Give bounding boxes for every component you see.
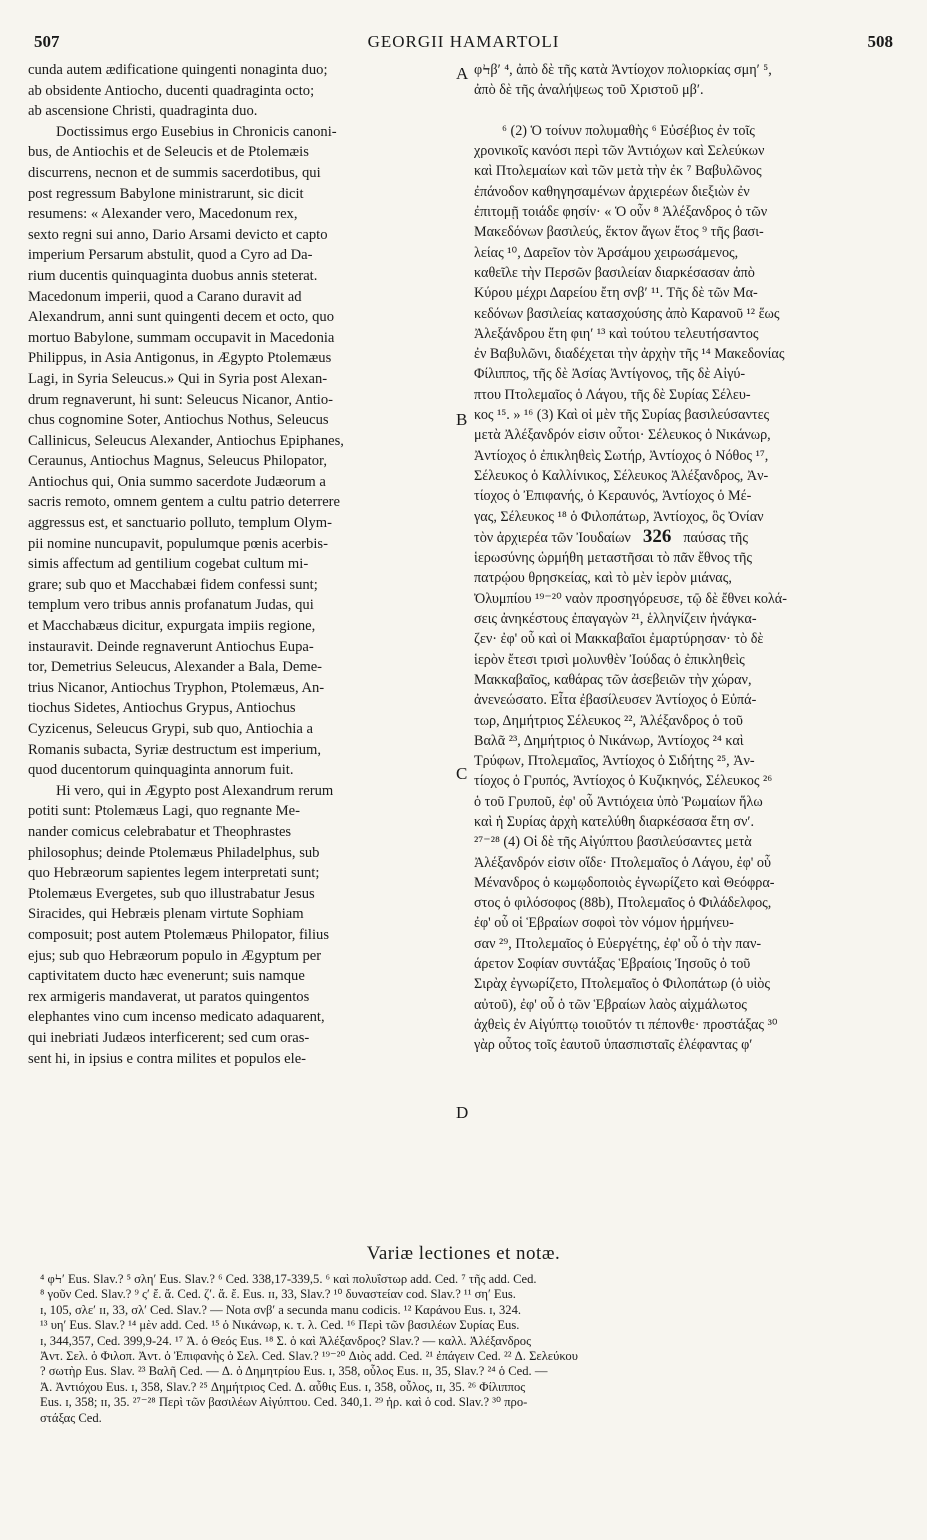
variant-notes — [40, 1272, 896, 1426]
greek-line: γὰρ οὗτος τοῖς ἑαυτοῦ ὑπασπισταῖς ἐλέφαντας φʹ — [474, 1037, 753, 1054]
greek-line: Σιρὰχ ἐγνωρίζετο, Πτολεμαῖος ὁ Φιλοπάτωρ (ὁ υἱὸς — [474, 976, 771, 993]
greek-line: σαν ²⁹, Πτολεμαῖος ὁ Εὐεργέτης, ἐφ' οὗ ὁ τὴν παν- — [474, 935, 762, 952]
greek-line: ἐν Βαβυλῶνι, διαδέχεται τὴν ἀρχὴν τῆς ¹⁴ Μακεδονίας — [474, 346, 785, 363]
greek-line: κος ¹⁵. » ¹⁶ (3) Καὶ οἱ μὲν τῆς Συρίας βασιλεύσαντες — [474, 407, 770, 424]
latin-line: quo Hebræorum sapientes legem interpretati sunt; — [28, 865, 320, 882]
greek-column — [474, 60, 900, 1056]
greek-line: χρονικοῖς κανόσι περὶ τῶν Ἀντιόχων καὶ Σελεύκων — [474, 143, 765, 160]
latin-line: qui inebriati Judæos interficerent; sed cum oras- — [28, 1029, 310, 1046]
latin-line: Doctissimus ergo Eusebius in Chronicis canoni- — [56, 123, 337, 140]
greek-line: ἱερὸν ἔτεσι τρισὶ μολυνθὲν Ἰούδας ὁ ἐπικληθεὶς — [474, 651, 745, 668]
greek-line: Σέλευκος ὁ Καλλίνικος, Σέλευκος Ἀλέξανδρος, Ἀν- — [474, 467, 769, 484]
latin-line: philosophus; deinde Ptolemæus Philadelphus, sub — [28, 844, 320, 861]
greek-line: ἀνενεώσατο. Εἶτα ἐβασίλευσεν Ἀντίοχος ὁ Εὐπά- — [474, 692, 757, 709]
greek-line: ἀχθεὶς ἐν Αἰγύπτῳ τοιοῦτόν τι πέπονθε· προστάξας ³⁰ — [474, 1016, 778, 1033]
greek-line: τίοχος ὁ Ἐπιφανής, ὁ Κεραυνός, Ἀντίοχος ὁ Μέ- — [474, 488, 752, 505]
latin-line: sexto regni sui anno, Dario Arsami devicto et capto — [28, 226, 328, 243]
greek-line: ²⁷⁻²⁸ (4) Οἱ δὲ τῆς Αἰγύπτου βασιλεύσαντες μετὰ — [474, 834, 752, 851]
greek-line: ἐπιτομῇ τοιάδε φησίν· « Ὁ οὖν ⁸ Ἀλέξανδρος ὁ τῶν — [474, 204, 768, 221]
latin-line: ab obsidente Antiocho, ducenti quadraginta octo; — [28, 82, 315, 99]
note-line: ɪ, 344,357, Ced. 399,9-24. ¹⁷ Ἀ. ὁ Θεός Eus. ¹⁸ Σ. ὁ καὶ Ἀλέξανδρος? Slav.? — καλλ. Ἀλέξανδρος — [40, 1333, 532, 1348]
latin-line: quod ducentorum quinquaginta annorum fuit. — [28, 762, 294, 779]
latin-line: simis affectum ad gentilium cogebat cultum mi- — [28, 556, 309, 573]
latin-line: chus cognomine Soter, Antiochus Nothus, Seleucus — [28, 412, 329, 429]
latin-line: discurrens, necnon et de summis sacerdotibus, qui — [28, 164, 321, 181]
greek-text-after-number: παύσας τῆς — [683, 529, 748, 546]
latin-line: Cyzicenus, Seleucus Grypi, sub quo, Antiochia a — [28, 721, 313, 737]
note-line: ⁸ γοῦν Ced. Slav.? ⁹ ςʹ ἔ. ἄ. Ced. ζʹ. ἄ. ἔ. Eus. ɪɪ, 33, Slav.? ¹⁰ δυναστείαν cod. Slav.? ¹¹ σηʹ Eus. — [40, 1287, 516, 1302]
greek-line: ⁶ (2) Ὁ τοίνυν πολυμαθὴς ⁶ Εὐσέβιος ἐν τοῖς — [502, 122, 755, 139]
latin-line: Romanis subacta, Syriæ destructum est imperium, — [28, 741, 322, 758]
latin-line: mortuo Babylone, summam occupavit in Macedonia — [28, 329, 335, 346]
latin-line: cunda autem ædificatione quingenti nonaginta duo; — [28, 62, 328, 78]
greek-line: μετὰ Ἀλέξανδρόν εἰσιν οὗτοι· Σέλευκος ὁ Νικάνωρ, — [474, 427, 771, 444]
greek-line: Ἀλέξανδρόν εἰσιν οἵδε· Πτολεμαῖος ὁ Λάγου, ἐφ' οὗ — [474, 854, 771, 871]
greek-line: Μένανδρος ὁ κωμῳδοποιὸς ἐγνωρίζετο καὶ Θεόφρα- — [474, 874, 775, 891]
greek-line: αὐτοῦ), ἐφ' οὗ ὁ τῶν Ἑβραίων λαὸς αἰχμάλωτος — [474, 996, 747, 1013]
latin-line: instauravit. Deinde regnaverunt Antiochus Eupa- — [28, 638, 314, 655]
greek-line: φϞβʹ ⁴, ἀπὸ δὲ τῆς κατὰ Ἀντίοχον πολιορκίας σμηʹ ⁵, — [474, 62, 772, 78]
greek-line-with-number — [474, 527, 900, 548]
greek-line: σεις ἀνηκέστους ἐπαγαγὼν ²¹, ἑλληνίζειν ἠνάγκα- — [474, 611, 757, 628]
greek-line: Τρύφων, Πτολεμαῖος, Ἀντίοχος ὁ Σιδήτης ²⁵, Ἀν- — [474, 753, 755, 770]
latin-line: Callinicus, Seleucus Alexander, Antiochus Epiphanes, — [28, 432, 344, 449]
latin-line: sacris remoto, omnem gentem a cultu patrio deterrere — [28, 494, 341, 511]
latin-line: bus, de Antiochis et de Seleucis et de Ptolemæis — [28, 144, 309, 161]
page-header — [34, 32, 893, 62]
greek-line: ἱερωσύνης ὡρμήθη μεταστῆσαι τὸ πᾶν ἔθνος τῆς — [474, 550, 753, 567]
page-number-left: 507 — [34, 32, 60, 51]
greek-line: ζεν· ἐφ' οὗ καὶ οἱ Μακκαβαῖοι ἐμαρτύρησαν· τὸ δὲ — [474, 631, 764, 648]
greek-line: καθεῖλε τὴν Περσῶν βασιλείαν διαρκέσασαν ἀπὸ — [474, 264, 755, 281]
greek-line: γας, Σέλευκος ¹⁸ ὁ Φιλοπάτωρ, Ἀντίοχος, ὃς Ὀνίαν — [474, 508, 764, 525]
greek-line: Βαλᾶ ²³, Δημήτριος ὁ Νικάνωρ, Ἀντίοχος ²⁴ καὶ — [474, 732, 744, 749]
greek-line: ἀπὸ δὲ τῆς ἀναλήψεως τοῦ Χριστοῦ μβʹ. — [474, 82, 704, 99]
latin-line: drum regnaverunt, hi sunt: Seleucus Nicanor, Antio- — [28, 391, 334, 408]
greek-line: πατρῴου θρησκείας, καὶ τὸ μὲν ἱερὸν μιάνας, — [474, 570, 732, 587]
greek-line: άρετον Σοφίαν συντάξας Ἑβραίοις Ἰησοῦς ὁ τοῦ — [474, 956, 751, 973]
latin-line: Siracides, qui Hebræis plenam virtute Sophiam — [28, 906, 304, 923]
greek-line: πτου Πτολεμαῖος ὁ Λάγου, τῆς δὲ Συρίας Σέλευ- — [474, 386, 751, 403]
note-line: ? σωτὴρ Eus. Slav. ²³ Βαλῆ Ced. — Δ. ὁ Δημητρίου Eus. ɪ, 358, οὗλος Eus. ɪɪ, 35, Slav.? ²⁴ ὁ Ced. — — [40, 1364, 548, 1379]
latin-line: pii nomine nuncupavit, populumque pœnis acerbis- — [28, 535, 328, 552]
greek-line: Φίλιππος, τῆς δὲ Ἀσίας Ἀντίγονος, τῆς δὲ Αἰγύ- — [474, 366, 746, 383]
latin-line: trius Nicanor, Antiochus Tryphon, Ptolemæus, An- — [28, 679, 325, 696]
greek-line: Ὀλυμπίου ¹⁹⁻²⁰ ναὸν προσηγόρευσε, τῷ δὲ ἔθνει κολά- — [474, 590, 787, 607]
latin-line: rex armigeris mandaverat, ut paratos quingentos — [28, 988, 310, 1005]
latin-line: rium ducentis quinquaginta duobus annis steterat. — [28, 267, 318, 284]
latin-line: et Macchabæus dicitur, expurgata impiis regione, — [28, 618, 316, 635]
latin-line: Macedonum imperii, quod a Carano duravit ad — [28, 288, 302, 305]
page-number-right: 508 — [867, 32, 893, 51]
greek-line: καὶ Πτολεμαίων καὶ τῶν μετὰ τὴν ἐκ ⁷ Βαβυλῶνος — [474, 163, 762, 180]
latin-line: grare; sub quo et Macchabæi fidem confessi sunt; — [28, 576, 318, 593]
greek-line: Ἀλεξάνδρου ἔτη φιηʹ ¹³ καὶ τούτου τελευτήσαντος — [474, 325, 759, 342]
margin-letter-b: B — [456, 410, 468, 429]
note-line: Ἀντ. Σελ. ὁ Φιλοπ. Ἀντ. ὁ Ἐπιφανὴς ὁ Σελ. Ced. Slav.? ¹⁹⁻²⁰ Διὸς add. Ced. ²¹ ἐπάγειν Ced. ²² Δ. Σελεύκου — [40, 1349, 578, 1364]
latin-line: tor, Demetrius Seleucus, Alexander a Bala, Deme- — [28, 659, 323, 676]
latin-line: Lagi, in Syria Seleucus.» Qui in Syria post Alexan- — [28, 370, 328, 387]
note-line: ⁴ φϞʹ Eus. Slav.? ⁵ σληʹ Eus. Slav.? ⁶ Ced. 338,17-339,5. ⁶ καὶ πολυΐστωρ add. Ced. ⁷ τῆς add. Ced. — [40, 1272, 537, 1286]
greek-line: Κύρου μέχρι Δαρείου ἔτη σνβʹ ¹¹. Τῆς δὲ τῶν Μα- — [474, 285, 758, 302]
margin-letter-d: D — [456, 1103, 469, 1122]
greek-line: κεδόνων βασιλείας κατασχούσης ἀπὸ Καρανοῦ ¹² ἕως — [474, 305, 780, 322]
latin-line: aggressus est, et sanctuario polluto, templum Olym- — [28, 515, 332, 532]
margin-letter-a: A — [456, 64, 469, 83]
greek-line: Μακεδόνων βασιλεύς, ἕκτον ἄγων ἔτος ⁹ τῆς βασι- — [474, 224, 764, 241]
note-line: ɪ, 105, σλεʹ ɪɪ, 33, σλʹ Ced. Slav.? — Nota σνβʹ a secunda manu codicis. ¹² Καράνου Eus. ɪ, 324. — [40, 1302, 522, 1317]
greek-line: τίοχος ὁ Γρυπός, Ἀντίοχος ὁ Κυζικηνός, Σέλευκος ²⁶ — [474, 773, 773, 790]
notes-title: Variæ lectiones et notæ. — [366, 1243, 561, 1264]
latin-line: composuit; post autem Ptolemæus Philopator, filius — [28, 926, 330, 943]
latin-line: Philippus, in Asia Antigonus, in Ægypto Ptolemæus — [28, 350, 332, 367]
greek-line: ἐφ' οὗ οἱ Ἑβραίων σοφοὶ τὸν νόμον ἡρμήνευ- — [474, 915, 734, 932]
greek-line: Μακκαβαῖος, καθάρας τῶν ἀσεβειῶν τὴν χώραν, — [474, 671, 752, 688]
latin-line: post regressum Babylone ministrarunt, sic dicit — [28, 185, 304, 202]
greek-line — [474, 101, 900, 121]
note-line: Ἀ. Ἀντιόχου Eus. ɪ, 358, Slav.? ²⁵ Δημήτριος Ced. Δ. αὖθις Eus. ɪ, 358, οὗλος, ɪɪ, 35. ²⁶ Φίλιππος — [40, 1379, 526, 1394]
latin-line: imperium Persarum abstulit, quod a Cyro ad Da- — [28, 247, 313, 264]
latin-line: resumens: « Alexander vero, Macedonum rex, — [28, 206, 298, 223]
latin-line: Alexandrum, anni sunt quingenti decem et octo, quo — [28, 309, 334, 326]
latin-line: elephantes vino cum incenso medicato adaquarent, — [28, 1009, 325, 1026]
note-line: ¹³ υηʹ Eus. Slav.? ¹⁴ μὲν add. Ced. ¹⁵ ὁ Νικάνωρ, κ. τ. λ. Ced. ¹⁶ Περὶ τῶν βασιλέων Συρίας Eus. — [40, 1318, 520, 1333]
latin-line: nander comicus celebrabatur et Theophrastes — [28, 823, 292, 840]
greek-text-before-number: τὸν ἀρχιερέα τῶν Ἰουδαίων — [474, 529, 631, 546]
greek-line: στος ὁ φιλόσοφος (88b), Πτολεμαῖος ὁ Φιλάδελφος, — [474, 895, 772, 912]
latin-line: tiochus Sidetes, Antiochus Grypus, Antiochus — [28, 700, 296, 717]
latin-line: Hi vero, qui in Ægypto post Alexandrum rerum — [56, 782, 334, 799]
greek-line: τωρ, Δημήτριος Σέλευκος ²², Ἀλέξανδρος ὁ τοῦ — [474, 712, 743, 729]
margin-letter-c: C — [456, 764, 468, 783]
note-line: Eus. ɪ, 358; ɪɪ, 35. ²⁷⁻²⁸ Περὶ τῶν βασιλέων Αἰγύπτου. Ced. 340,1. ²⁹ ἡρ. καὶ ὁ cod. Slav.? ³⁰ προ- — [40, 1395, 528, 1410]
latin-line: Antiochus qui, Onia summo sacerdote Judæorum a — [28, 473, 326, 490]
latin-line: Ptolemæus Evergetes, sub quo illustrabatur Jesus — [28, 885, 315, 902]
greek-line: Ἀντίοχος ὁ ἐπικληθεὶς Σωτήρ, Ἀντίοχος ὁ Νόθος ¹⁷, — [474, 447, 769, 464]
greek-line: καὶ ἡ Συρίας ἀρχὴ κατελύθη διαρκέσασα ἔτη σνʹ. — [474, 813, 755, 830]
latin-line: Ceraunus, Antiochus Magnus, Seleucus Philopator, — [28, 453, 327, 470]
latin-line: potiti sunt: Ptolemæus Lagi, quo regnante Me- — [28, 803, 300, 820]
latin-column — [28, 60, 453, 1069]
latin-line: ejus; sub quo Hebræorum populo in Ægyptum per — [28, 947, 322, 964]
greek-line: ἐπάνοδον καθηγησαμένων ἀρχιερέων διεξιὼν ἐν — [474, 183, 750, 200]
note-line: στάξας Ced. — [40, 1410, 102, 1425]
running-title: GEORGII HAMARTOLI — [367, 32, 560, 51]
greek-line: λείας ¹⁰, Δαρεῖον τὸν Ἀρσάμου χειρωσάμενος, — [474, 244, 739, 261]
section-number: 326 — [642, 526, 672, 547]
greek-line: ὁ τοῦ Γρυποῦ, ἐφ' οὗ Ἀντιόχεια ὑπὸ Ῥωμαίων ἥλω — [474, 793, 763, 810]
latin-line: sent hi, in ipsius e contra milites et populos ele- — [28, 1050, 307, 1067]
latin-line: captivitatem ducto hæc evenerunt; suis namque — [28, 968, 305, 985]
latin-line: templum vero tribus annis profanatum Judas, qui — [28, 597, 314, 614]
latin-line: ab ascensione Christi, quadraginta duo. — [28, 103, 258, 120]
